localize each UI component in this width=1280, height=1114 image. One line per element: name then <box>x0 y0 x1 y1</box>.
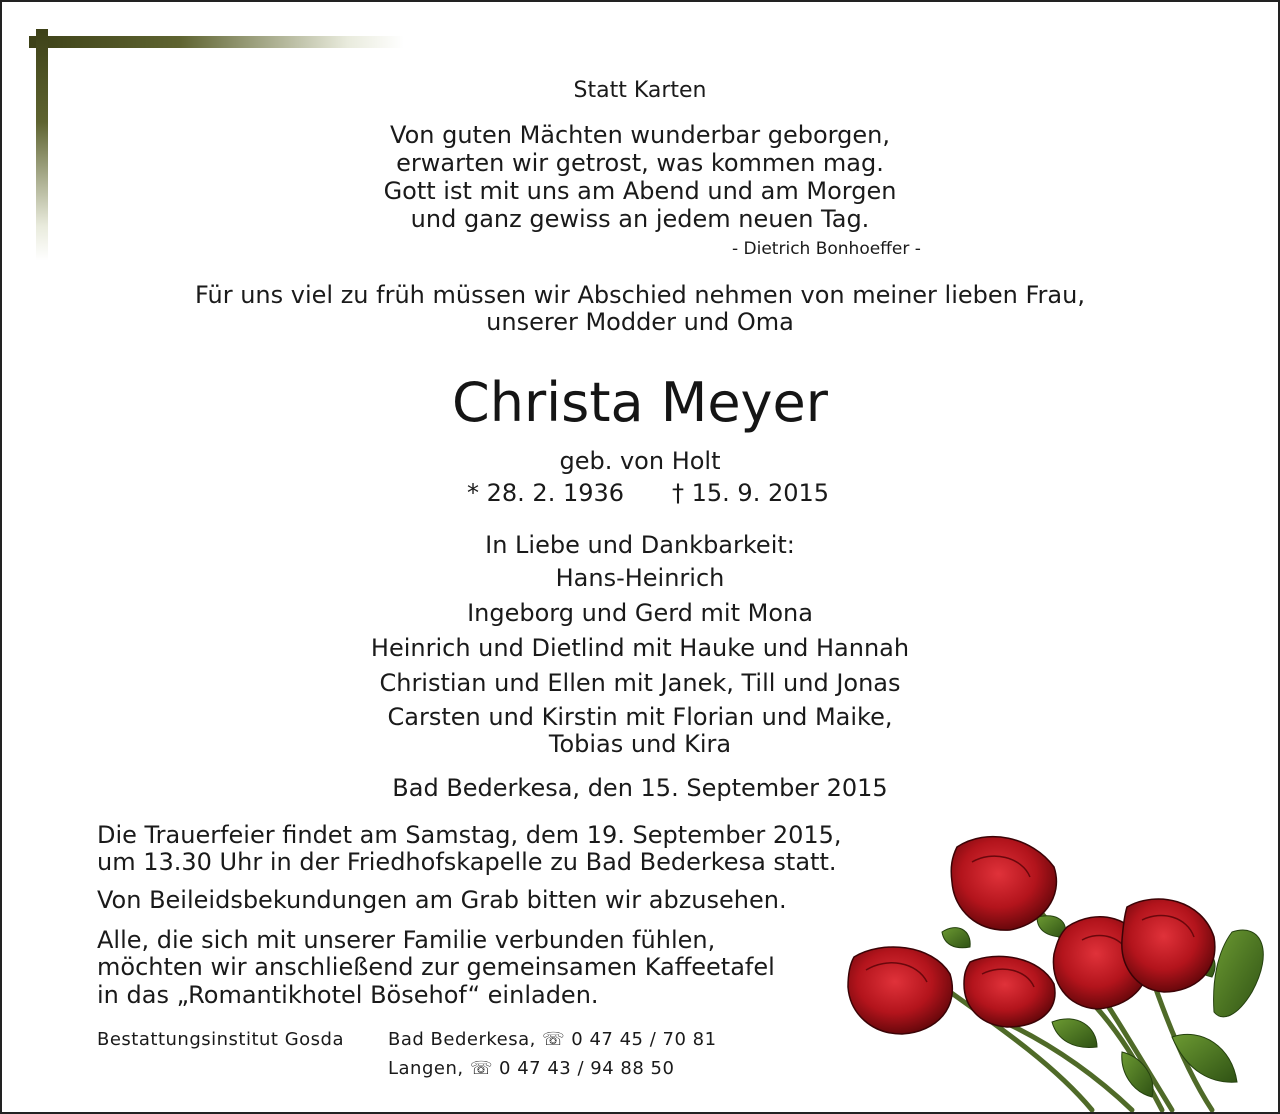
deceased-name: Christa Meyer <box>452 371 828 434</box>
poem-line: und ganz gewiss an jedem neuen Tag. <box>410 205 870 233</box>
poem-line: erwarten wir getrost, was kommen mag. <box>396 149 884 177</box>
condolence-note: Von Beileidsbekundungen am Grab bitten wir abzusehen. <box>97 886 787 914</box>
notice-line: Die Trauerfeier findet am Samstag, dem 19. September 2015, <box>97 821 842 849</box>
poem-line: Von guten Mächten wunderbar geborgen, <box>390 121 890 149</box>
company-name: Bestattungsinstitut Gosda <box>97 1029 345 1050</box>
poem-attribution: - Dietrich Bonhoeffer - <box>732 239 921 259</box>
poem-line: Gott ist mit uns am Abend und am Morgen <box>383 177 897 205</box>
intro-line: unserer Modder und Oma <box>486 308 794 336</box>
notice-line: in das „Romantikhotel Bösehof“ einladen. <box>97 981 599 1009</box>
notice-line: Alle, die sich mit unserer Familie verbunden fühlen, <box>97 926 716 954</box>
mourner-name: Tobias und Kira <box>548 730 732 758</box>
intro-line: Für uns viel zu früh müssen wir Abschied nehmen von meiner lieben Frau, <box>195 281 1085 309</box>
mourners-heading: In Liebe und Dankbarkeit: <box>485 531 795 559</box>
statt-karten: Statt Karten <box>573 78 707 103</box>
death-date: † 15. 9. 2015 <box>672 479 830 507</box>
birth-name: geb. von Holt <box>559 447 721 475</box>
birth-date: * 28. 2. 1936 <box>467 479 625 507</box>
mourner-name: Hans-Heinrich <box>555 564 725 592</box>
contact-line: Bad Bederkesa, ☏ 0 47 45 / 70 81 <box>388 1029 717 1050</box>
red-roses-icon <box>842 822 1278 1112</box>
mourner-name: Ingeborg und Gerd mit Mona <box>467 599 813 627</box>
notice-line: um 13.30 Uhr in der Friedhofskapelle zu Bad Bederkesa statt. <box>97 848 837 876</box>
mourner-name: Christian und Ellen mit Janek, Till und Jonas <box>379 669 901 697</box>
contact-line: Langen, ☏ 0 47 43 / 94 88 50 <box>388 1058 675 1079</box>
place-date: Bad Bederkesa, den 15. September 2015 <box>392 774 888 802</box>
mourner-name: Carsten und Kirstin mit Florian und Maike, <box>387 703 893 731</box>
mourner-name: Heinrich und Dietlind mit Hauke und Hannah <box>370 634 910 662</box>
notice-line: möchten wir anschließend zur gemeinsamen Kaffeetafel <box>97 953 775 981</box>
